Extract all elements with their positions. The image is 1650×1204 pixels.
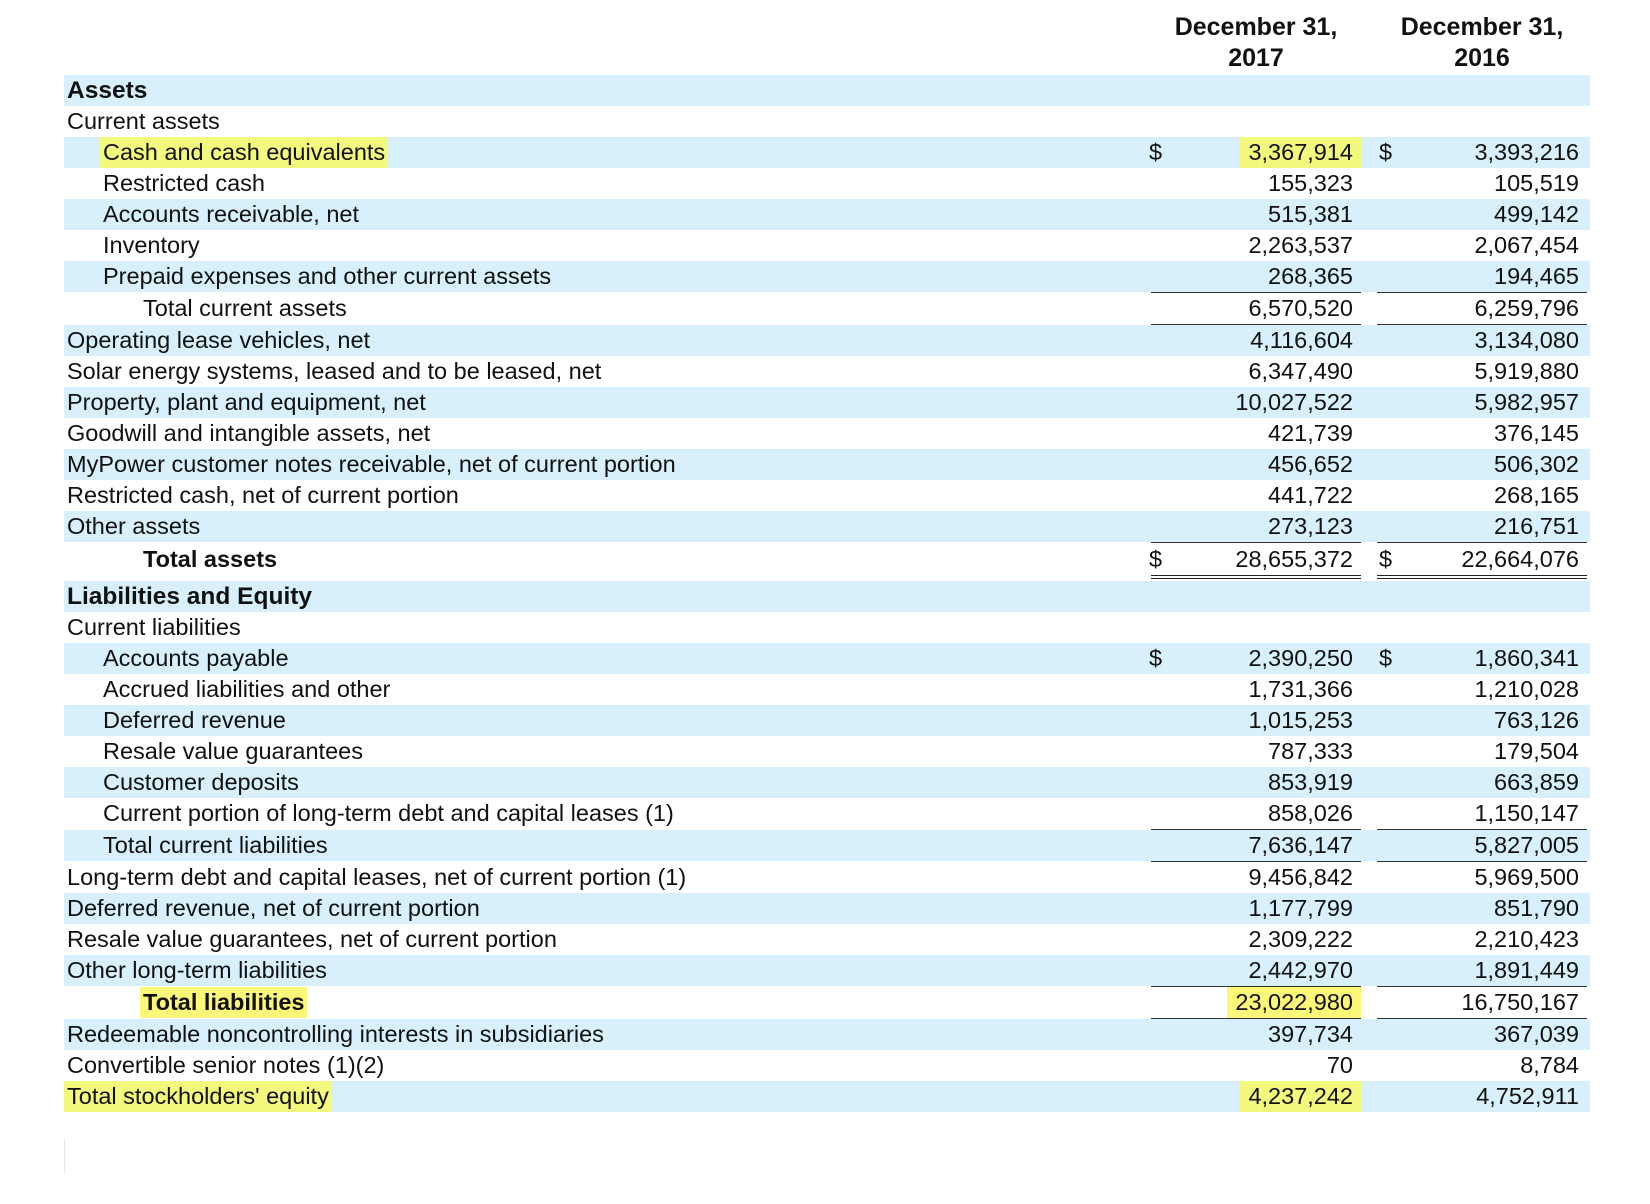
table-row: Restricted cash, net of current portion 441,722 268,165 — [67, 482, 1579, 508]
table-row: Long-term debt and capital leases, net of current portion (1) 9,456,842 5,969,500 — [67, 864, 1579, 890]
table-row: Deferred revenue 1,015,253 763,126 — [64, 705, 1590, 736]
table-row-total-equity: Total stockholders' equity 4,237,242 4,752,911 — [64, 1081, 1590, 1112]
table-row-total-liabilities: Total liabilities 23,022,980 16,750,167 — [64, 987, 1590, 1018]
table-row: Solar energy systems, leased and to be leased, net 6,347,490 5,919,880 — [67, 358, 1579, 384]
subheading-current-liabilities: Current liabilities — [67, 614, 241, 640]
table-row: Goodwill and intangible assets, net 421,739 376,145 — [67, 420, 1579, 446]
table-row: Accounts receivable, net 515,381 499,142 — [64, 199, 1590, 230]
table-row-total-assets: Total assets $ 28,655,372 $ 22,664,076 — [64, 544, 1590, 575]
column-header-2017: December 31, 2017 — [1151, 12, 1361, 76]
table-row: Restricted cash 155,323 105,519 — [103, 170, 1579, 196]
section-heading-liabilities: Liabilities and Equity — [64, 581, 1590, 612]
table-row: Deferred revenue, net of current portion 1,177,799 851,790 — [64, 893, 1590, 924]
table-row: Redeemable noncontrolling interests in subsidiaries 397,734 367,039 — [64, 1019, 1590, 1050]
table-row: Inventory 2,263,537 2,067,454 — [103, 232, 1579, 258]
table-row: Customer deposits 853,919 663,859 — [64, 767, 1590, 798]
table-row: Current portion of long-term debt and capital leases (1) 858,026 1,150,147 — [64, 798, 1590, 829]
table-row: Property, plant and equipment, net 10,027,522 5,982,957 — [64, 387, 1590, 418]
table-row: Resale value guarantees, net of current portion 2,309,222 2,210,423 — [67, 926, 1579, 952]
table-row: Resale value guarantees 787,333 179,504 — [103, 738, 1579, 764]
table-row: Accounts payable $ 2,390,250 $ 1,860,341 — [64, 643, 1590, 674]
table-row: Prepaid expenses and other current assets 268,365 194,465 — [64, 261, 1590, 292]
table-row: Other long-term liabilities 2,442,970 1,891,449 — [64, 955, 1590, 986]
table-row-subtotal: Total current assets 6,570,520 6,259,796 — [64, 293, 1590, 324]
subheading-current-assets: Current assets — [67, 108, 220, 134]
column-header-2016: December 31, 2016 — [1377, 12, 1587, 76]
section-heading-assets: Assets — [64, 75, 1590, 106]
table-row-subtotal: Total current liabilities 7,636,147 5,827,005 — [64, 830, 1590, 861]
table-row: Cash and cash equivalents $ 3,367,914 $ 3,393,216 — [64, 137, 1590, 168]
table-row: Accrued liabilities and other 1,731,366 1,210,028 — [103, 676, 1579, 702]
table-row: Other assets 273,123 216,751 — [64, 511, 1590, 542]
table-row: Convertible senior notes (1)(2) 70 8,784 — [67, 1052, 1579, 1078]
divider — [64, 1140, 65, 1174]
table-row: MyPower customer notes receivable, net of current portion 456,652 506,302 — [64, 449, 1590, 480]
table-row: Operating lease vehicles, net 4,116,604 3,134,080 — [64, 325, 1590, 356]
